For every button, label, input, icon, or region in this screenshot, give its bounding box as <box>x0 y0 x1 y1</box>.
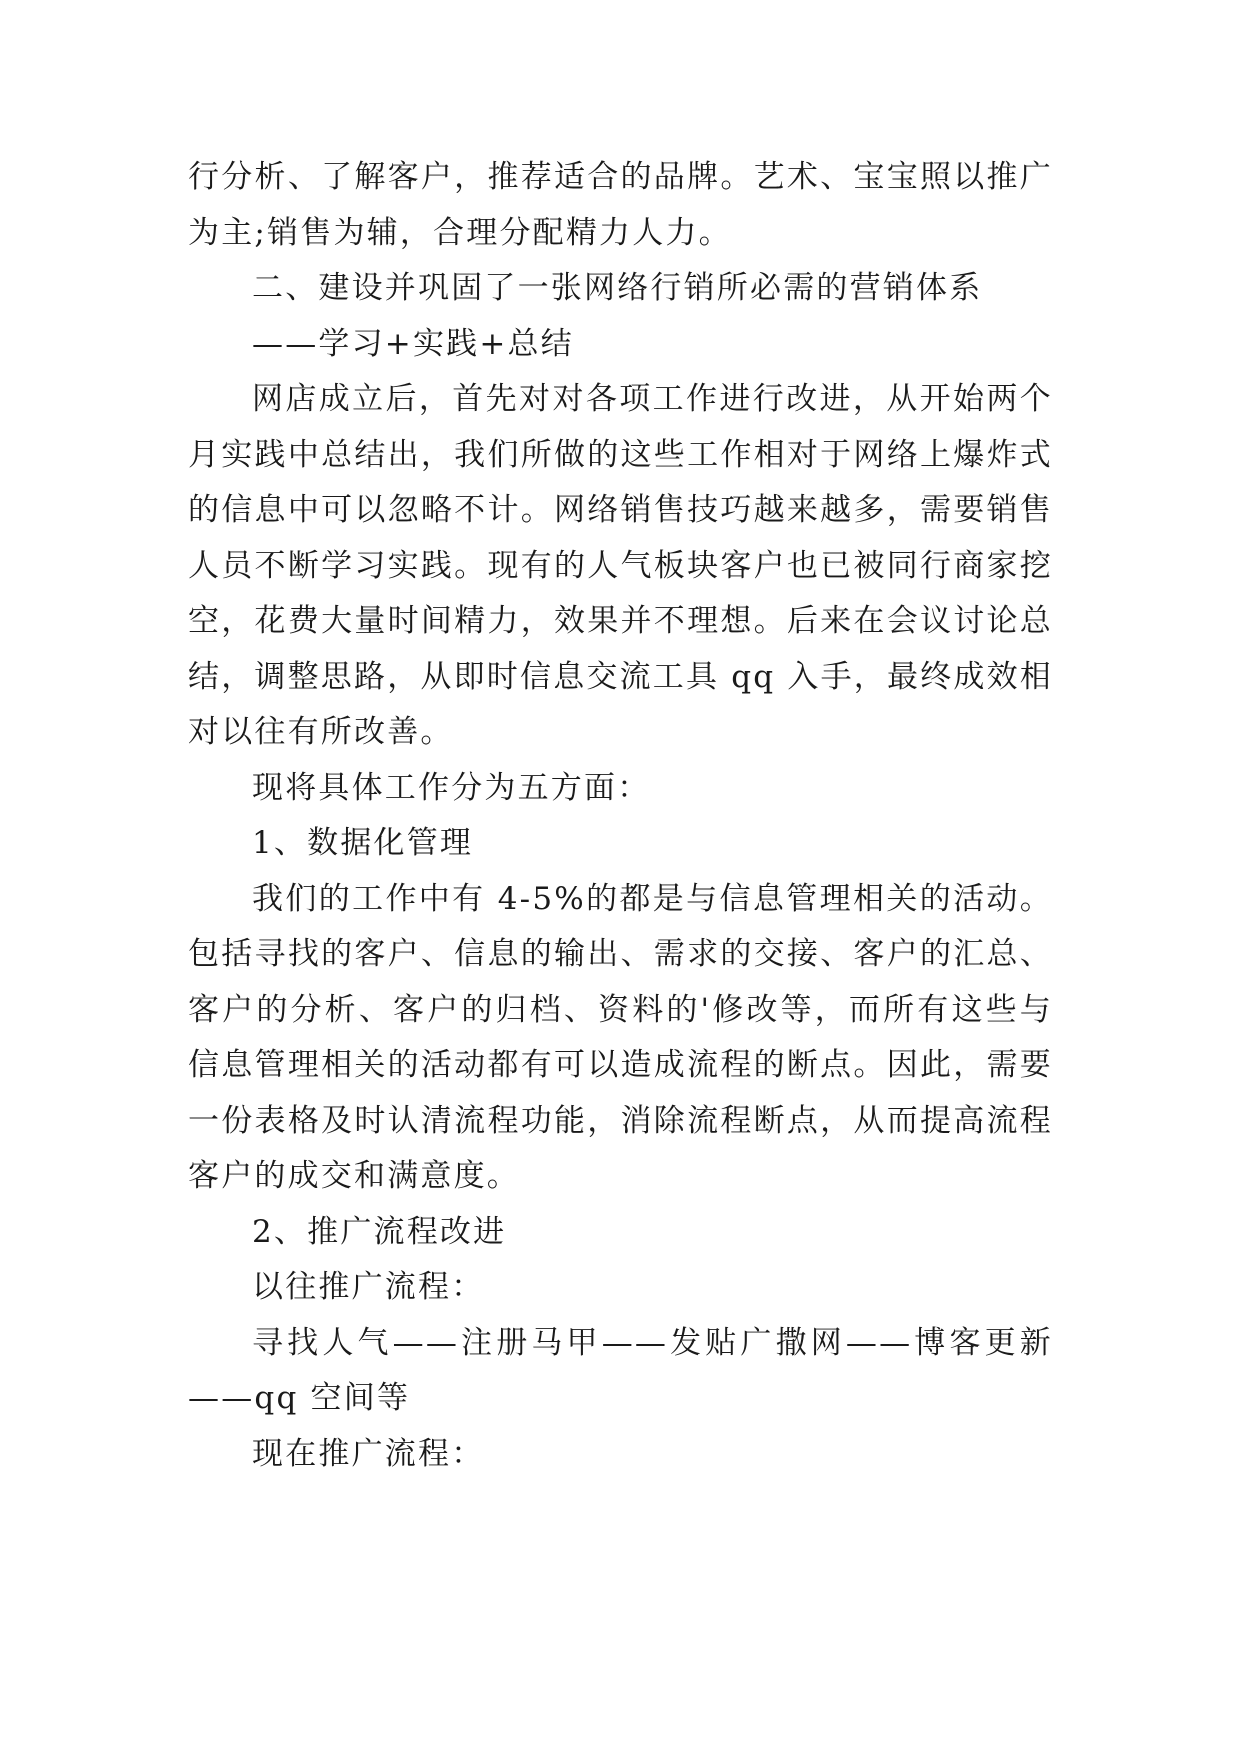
paragraph-intro: 现将具体工作分为五方面： <box>252 769 651 806</box>
paragraph-label: 现在推广流程： <box>252 1435 485 1472</box>
paragraph-continuation: 行分析、了解客户，推荐适合的品牌。艺术、宝宝照以推广为主;销售为辅，合理分配精力人力。 <box>188 159 1053 251</box>
document-body <box>188 150 1053 1482</box>
paragraph-label: 以往推广流程： <box>252 1269 485 1305</box>
list-item-heading: 2、推广流程改进 <box>252 1213 507 1250</box>
process-flow: 寻找人气——注册马甲——发贴广撒网——博客更新——qq 空间等 <box>188 1324 1053 1416</box>
section-heading: 二、建设并巩固了一张网络行销所必需的营销体系 <box>252 270 983 306</box>
list-item-heading: 1、数据化管理 <box>252 825 474 861</box>
paragraph-body: 网店成立后，首先对对各项工作进行改进，从开始两个月实践中总结出，我们所做的这些工作相对于网络上爆炸式的信息中可以忽略不计。网络销售技巧越来越多，需要销售人员不断学习实践。现有的人气板块客户也已被同行商家挖空，花费大量时间精力，效果并不理想。后来在会议讨论总结，调整思路，从即时信息交流工具 qq 入手，最终成效相对以往有所改善。 <box>188 381 1053 750</box>
paragraph-body: 我们的工作中有 4-5%的都是与信息管理相关的活动。包括寻找的客户、信息的输出、需求的交接、客户的汇总、客户的分析、客户的归档、资料的'修改等，而所有这些与信息管理相关的活动都有可以造成流程的断点。因此，需要一份表格及时认清流程功能，消除流程断点，从而提高流程客户的成交和满意度。 <box>188 880 1053 1194</box>
section-subheading: ——学习+实践+总结 <box>252 325 574 362</box>
